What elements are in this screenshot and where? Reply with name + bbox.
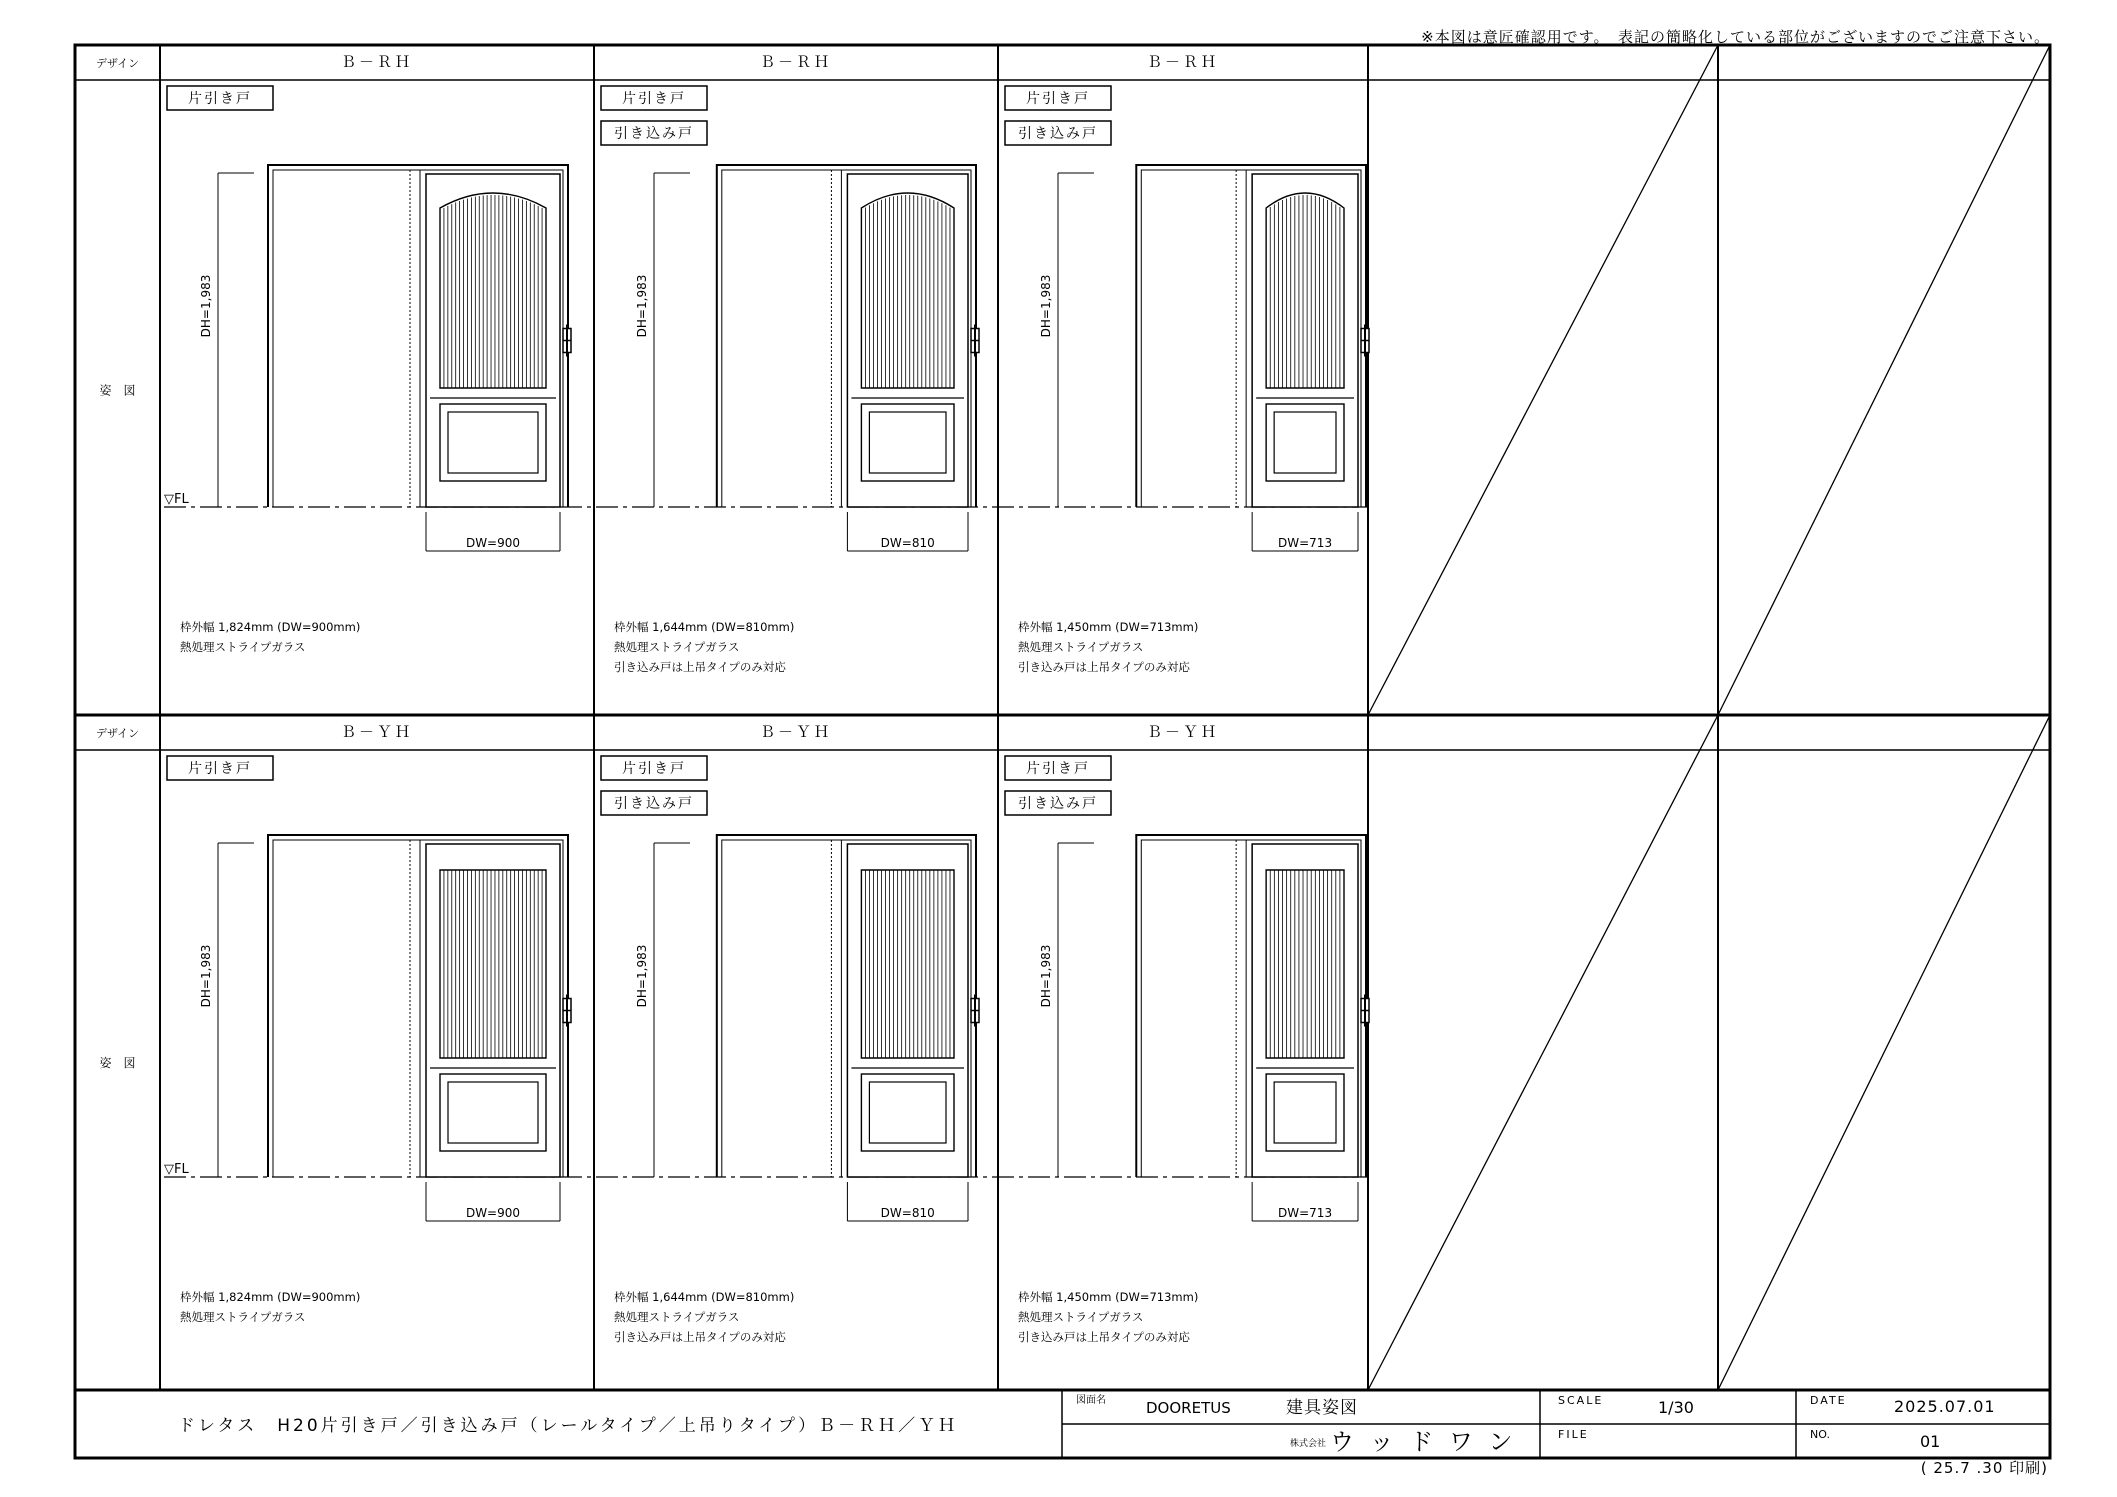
panel-note: 熱処理ストライプガラス <box>180 1310 306 1324</box>
drawing-name-brand: DOORETUS <box>1146 1399 1231 1417</box>
dimension-dh: DH=1,983 <box>1039 944 1053 1008</box>
date-value: 2025.07.01 <box>1894 1397 1996 1416</box>
row-label: 姿 図 <box>99 383 136 398</box>
product-title: ドレタス H20片引き戸／引き込み戸（レールタイプ／上吊りタイプ）Ｂ－ＲＨ／ＹＨ <box>177 1416 959 1436</box>
door-panel <box>167 723 571 1324</box>
design-header-label: デザイン <box>95 57 140 70</box>
door-type-tag-label: 片引き戸 <box>188 91 252 107</box>
panel-note: 枠外幅 1,450mm (DW=713mm) <box>1018 620 1199 634</box>
dimension-dh: DH=1,983 <box>199 274 213 338</box>
scale-label: SCALE <box>1558 1394 1604 1407</box>
scale-value: 1/30 <box>1658 1398 1694 1417</box>
drawing-name-label: 図面名 <box>1076 1395 1106 1406</box>
door-panel <box>601 53 979 674</box>
panel-note: 引き込み戸は上吊タイプのみ対応 <box>614 660 786 674</box>
door-panel <box>1005 723 1369 1344</box>
panel-note: 引き込み戸は上吊タイプのみ対応 <box>1018 1330 1190 1344</box>
dimension-dw: DW=810 <box>880 1206 935 1220</box>
panel-note: 枠外幅 1,644mm (DW=810mm) <box>614 620 795 634</box>
notice-text: ※本図は意匠確認用です。 表記の簡略化している部位がございますのでご注意下さい。 <box>1421 28 2050 46</box>
dimension-dh: DH=1,983 <box>635 944 649 1008</box>
fl-label: ▽FL <box>164 1162 189 1177</box>
door-panel <box>601 723 979 1344</box>
door-type-tag-label: 片引き戸 <box>622 761 686 777</box>
door-leaf <box>1252 174 1358 507</box>
door-type-tag-label: 片引き戸 <box>622 91 686 107</box>
door-type-tag-label: 引き込み戸 <box>614 126 694 142</box>
dimension-dw: DW=900 <box>465 536 521 550</box>
print-info: ( 25.7 .30 印刷) <box>1920 1459 2048 1477</box>
door-panels <box>164 53 1369 1344</box>
row-labels <box>96 57 139 1070</box>
empty-cell-diagonal <box>1368 715 1718 1390</box>
door-type-tag-label: 片引き戸 <box>188 761 252 777</box>
file-label: FILE <box>1558 1428 1589 1441</box>
panel-note: 引き込み戸は上吊タイプのみ対応 <box>1018 660 1190 674</box>
door-panel <box>167 53 571 654</box>
fl-label: ▽FL <box>164 492 189 507</box>
panel-note: 枠外幅 1,824mm (DW=900mm) <box>180 620 361 634</box>
dimension-dw: DW=713 <box>1278 1206 1333 1220</box>
panel-note: 熱処理ストライプガラス <box>180 640 306 654</box>
door-type-tag-label: 片引き戸 <box>1026 761 1090 777</box>
panel-note: 熱処理ストライプガラス <box>614 640 740 654</box>
title-block <box>75 1390 2050 1458</box>
company-prefix: 株式会社 <box>1290 1439 1327 1449</box>
door-panel <box>1005 53 1369 674</box>
panel-note: 枠外幅 1,824mm (DW=900mm) <box>180 1290 361 1304</box>
design-code: Ｂ－ＹＨ <box>340 723 414 741</box>
panel-note: 枠外幅 1,450mm (DW=713mm) <box>1018 1290 1199 1304</box>
panel-note: 熱処理ストライプガラス <box>1018 640 1144 654</box>
design-code: Ｂ－ＲＨ <box>1146 53 1220 71</box>
empty-cell-diagonal <box>1718 715 2050 1390</box>
design-code: Ｂ－ＹＨ <box>1146 723 1220 741</box>
drawing-name: 建具姿図 <box>1286 1398 1358 1418</box>
design-header-label: デザイン <box>95 727 140 740</box>
door-type-tag-label: 片引き戸 <box>1026 91 1090 107</box>
outer-border <box>75 45 2050 1458</box>
design-code: Ｂ－ＹＨ <box>759 723 833 741</box>
dimension-dw: DW=900 <box>465 1206 521 1220</box>
dimension-dw: DW=810 <box>880 536 935 550</box>
design-code: Ｂ－ＲＨ <box>340 53 414 71</box>
no-label: NO. <box>1810 1428 1830 1441</box>
date-label: DATE <box>1810 1394 1847 1407</box>
door-type-tag-label: 引き込み戸 <box>1018 796 1098 812</box>
door-type-tag-label: 引き込み戸 <box>614 796 694 812</box>
panel-note: 熱処理ストライプガラス <box>1018 1310 1144 1324</box>
door-leaf <box>426 174 560 507</box>
door-type-tag-label: 引き込み戸 <box>1018 126 1098 142</box>
dimension-dh: DH=1,983 <box>1039 274 1053 338</box>
door-leaf <box>426 844 560 1177</box>
door-leaf <box>1252 844 1358 1177</box>
company-name: ウ ッ ド ワ ン <box>1330 1428 1517 1456</box>
dimension-dh: DH=1,983 <box>635 274 649 338</box>
empty-cell-diagonal <box>1368 45 1718 715</box>
design-code: Ｂ－ＲＨ <box>759 53 833 71</box>
panel-note: 熱処理ストライプガラス <box>614 1310 740 1324</box>
row-label: 姿 図 <box>99 1056 136 1070</box>
panel-note: 枠外幅 1,644mm (DW=810mm) <box>614 1290 795 1304</box>
empty-cell-diagonal <box>1718 45 2050 715</box>
panel-note: 引き込み戸は上吊タイプのみ対応 <box>614 1330 786 1344</box>
dimension-dh: DH=1,983 <box>199 944 213 1008</box>
dimension-dw: DW=713 <box>1278 536 1333 550</box>
sheet-grid <box>75 45 2050 1390</box>
no-value: 01 <box>1920 1432 1941 1451</box>
